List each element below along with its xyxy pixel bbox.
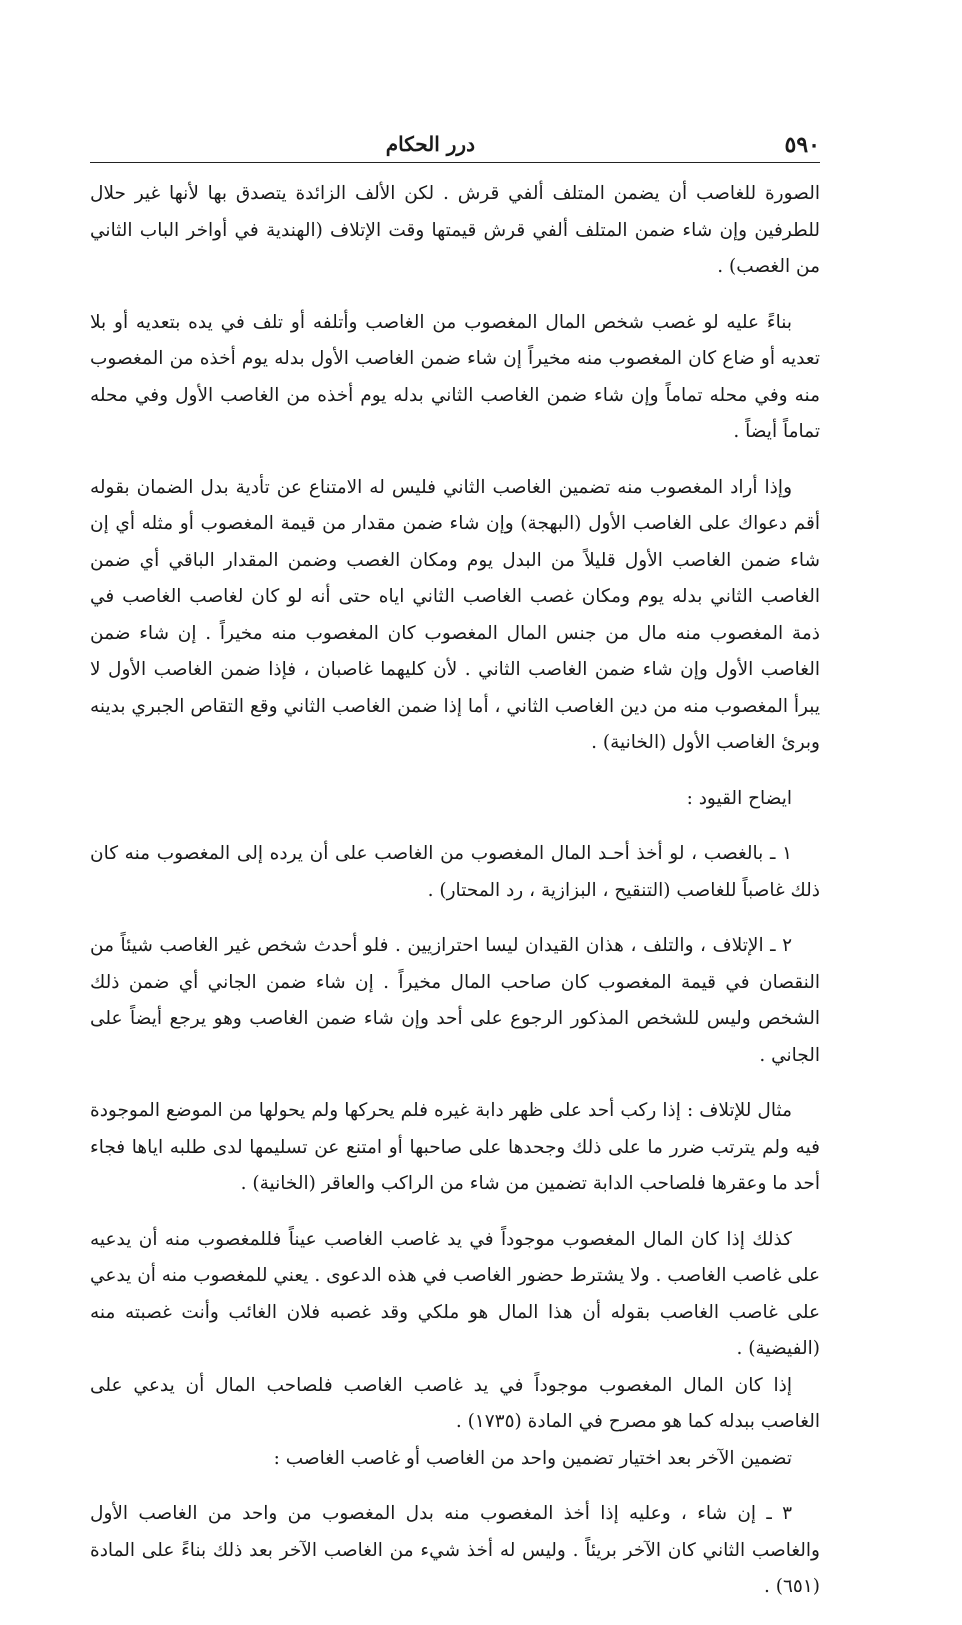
header-rule — [90, 162, 820, 163]
paragraph: إذا كان المال المغصوب موجوداً في يد غاصب الغاصب فلصاحب المال أن يدعي على الغاصب ببدله كما هو مصرح في المادة (١٧٣٥) . — [90, 1374, 820, 1432]
paragraph: وإذا أراد المغصوب منه تضمين الغاصب الثاني فليس له الامتناع عن تأدية بدل الضمان بقوله أقم دعواك على الغاصب الأول (البهجة) وإن شاء ضمن مقدار من قيمة المغصوب أو مثله أي إن شاء ضمن الغاصب الأول قليلاً من البدل يوم ومكان الغصب وضمن المقدار الباقي أي ضمن الغاصب الثاني بدله يوم ومكان غصب الغاصب الثاني اياه حتى أنه لو كان لغاصب الغاصب في ذمة المغصوب منه مال من جنس المال المغصوب كان المغصوب منه مخيراً . إن شاء ضمن الغاصب الأول وإن شاء ضمن الغاصب الثاني . لأن كليهما غاصبان ، فإذا ضمن الغاصب الأول لا يبرأ المغصوب منه من دين الغاصب الثاني ، أما إذا ضمن الغاصب الثاني وقع التقاص الجبري بدينه وبرئ الغاصب الأول (الخانية) . — [90, 476, 820, 753]
paragraph: ٢ ـ الإتلاف ، والتلف ، هذان القيدان ليسا احترازيين . فلو أحدث شخص غير الغاصب شيئاً من النقصان في قيمة المغصوب كان صاحب المال مخيراً . إن شاء ضمن الجاني أي ضمن ذلك الشخص وليس للشخص المذكور الرجوع على أحد وإن شاء ضمن الغاصب وهو يرجع أيضاً على الجاني . — [90, 935, 820, 1066]
paragraph: مثال للإتلاف : إذا ركب أحد على ظهر دابة غيره فلم يحركها ولم يحولها من الموضع الموجودة فيه ولم يترتب ضرر ما على ذلك وجحدها على صاحبها أو امتنع عن تسليمها لدى طلبه اياها فجاء أحد ما وعقرها فلصاحب الدابة تضمين من شاء من الراكب والعاقر (الخانية) . — [90, 1100, 820, 1194]
section-heading: ايضاح القيود : — [686, 787, 792, 809]
paragraph: الصورة للغاصب أن يضمن المتلف ألفي قرش . لكن الألف الزائدة يتصدق بها لأنها غير حلال للطرفين وإن شاء ضمن المتلف ألفي قرش قيمتها وقت الإتلاف (الهندية في أواخر الباب الثاني من الغصب) . — [90, 183, 820, 277]
page-header — [90, 128, 820, 162]
paragraph: بناءً عليه لو غصب شخص المال المغصوب من الغاصب وأتلفه أو تلف في يده بتعديه أو بلا تعديه أو ضاع كان المغصوب منه مخيراً إن شاء ضمن الغاصب الأول بدله يوم أخذه من المغصوب منه وفي محله تماماً وإن شاء ضمن الغاصب الثاني بدله يوم أخذه من الغاصب الأول وفي محله تماماً أيضاً . — [90, 311, 820, 442]
running-title: درر الحكام — [385, 132, 475, 156]
paragraph: ١ ـ بالغصب ، لو أخذ أحـد المال المغصوب من الغاصب على أن يرده إلى المغصوب منه كان ذلك غاصباً للغاصب (التنقيح ، البزازية ، رد المحتار) . — [90, 843, 820, 901]
paragraph: كذلك إذا كان المال المغصوب موجوداً في يد غاصب الغاصب عيناً فللمغصوب منه أن يدعيه على غاصب الغاصب . ولا يشترط حضور الغاصب في هذه الدعوى . يعني للمغصوب منه أن يدعي على غاصب الغاصب بقوله أن هذا المال هو ملكي وقد غصبه فلان الغائب وأنت غصبته منه (الفيضية) . — [90, 1228, 820, 1359]
paragraph: ٣ ـ إن شاء ، وعليه إذا أخذ المغصوب منه بدل المغصوب من واحد من الغاصب الأول والغاصب الثاني كان الآخر بريئاً . وليس له أخذ شيء من الغاصب الآخر بعد ذلك بناءً على المادة (٦٥١) . — [90, 1503, 820, 1597]
page-number: ٥٩٠ — [784, 132, 820, 158]
page-body — [90, 176, 820, 1625]
section-heading: تضمين الآخر بعد اختيار تضمين واحد من الغاصب أو غاصب الغاصب : — [273, 1447, 792, 1469]
